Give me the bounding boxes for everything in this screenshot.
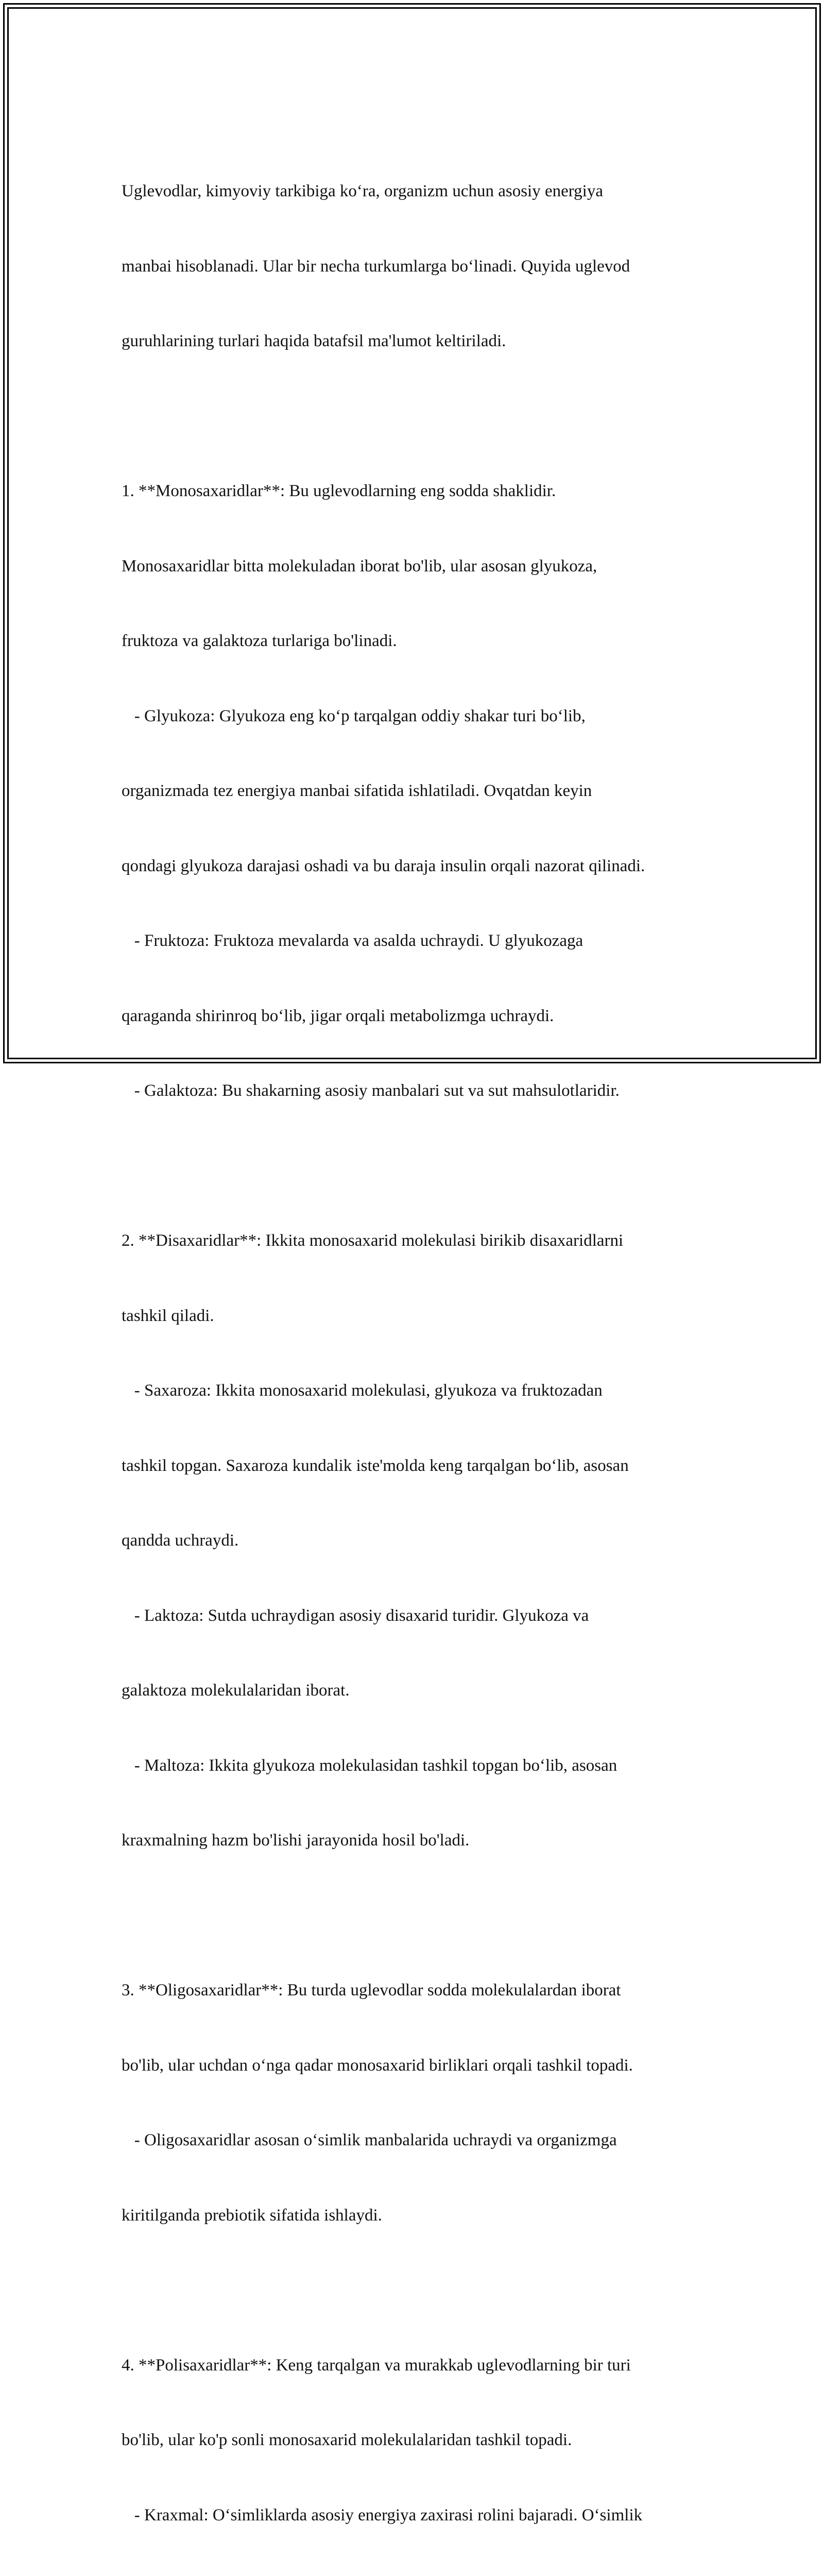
text-line: - Maltoza: Ikkita glyukoza molekulasidan tashkil topgan bo‘lib, asosan [122, 1753, 719, 1778]
paragraph-disaxaridlar [122, 1178, 719, 1903]
text-line: - Kraxmal: O‘simliklarda asosiy energiya zaxirasi rolini bajaradi. O‘simlik [122, 2503, 719, 2528]
text-line: tashkil qiladi. [122, 1303, 719, 1329]
text-line: - Laktoza: Sutda uchraydigan asosiy disaxarid turidir. Glyukoza va [122, 1603, 719, 1629]
text-line: - Fruktoza: Fruktoza mevalarda va asalda uchraydi. U glyukozaga [122, 928, 719, 954]
text-line: kiritilganda prebiotik sifatida ishlaydi. [122, 2203, 719, 2228]
text-line: - Galaktoza: Bu shakarning asosiy manbalari sut va sut mahsulotlaridir. [122, 1078, 719, 1104]
paragraph-oligosaxaridlar [122, 1928, 719, 2278]
text-line: 2. **Disaxaridlar**: Ikkita monosaxarid molekulasi birikib disaxaridlarni [122, 1228, 719, 1253]
paragraph-polisaxaridlar [122, 2303, 719, 2576]
text-line: Uglevodlar, kimyoviy tarkibiga ko‘ra, organizm uchun asosiy energiya [122, 179, 719, 204]
text-line: qondagi glyukoza darajasi oshadi va bu daraja insulin orqali nazorat qilinadi. [122, 854, 719, 879]
text-line: qaraganda shirinroq bo‘lib, jigar orqali metabolizmga uchraydi. [122, 1004, 719, 1029]
text-line: Monosaxaridlar bitta molekuladan iborat bo'lib, ular asosan glyukoza, [122, 554, 719, 579]
text-line: 1. **Monosaxaridlar**: Bu uglevodlarning eng sodda shaklidir. [122, 479, 719, 504]
text-line: 3. **Oligosaxaridlar**: Bu turda uglevodlar sodda molekulalardan iborat [122, 1978, 719, 2003]
text-line: 4. **Polisaxaridlar**: Keng tarqalgan va murakkab uglevodlarning bir turi [122, 2353, 719, 2378]
text-line: bo'lib, ular uchdan o‘nga qadar monosaxarid birliklari orqali tashkil topadi. [122, 2053, 719, 2078]
text-line: fruktoza va galaktoza turlariga bo'linadi. [122, 629, 719, 654]
text-line: galaktoza molekulalaridan iborat. [122, 1678, 719, 1703]
text-line: organizmada tez energiya manbai sifatida ishlatiladi. Ovqatdan keyin [122, 778, 719, 804]
text-line: qandda uchraydi. [122, 1528, 719, 1553]
text-line: bo'lib, ular ko'p sonli monosaxarid molekulalaridan tashkil topadi. [122, 2428, 719, 2453]
text-line: guruhlarining turlari haqida batafsil ma'lumot keltiriladi. [122, 329, 719, 354]
document-body [122, 129, 719, 2576]
text-line: tashkil topgan. Saxaroza kundalik iste'molda keng tarqalgan bo‘lib, asosan [122, 1453, 719, 1479]
text-line: kraxmalning hazm bo'lishi jarayonida hosil bo'ladi. [122, 1828, 719, 1853]
text-line: - Glyukoza: Glyukoza eng ko‘p tarqalgan oddiy shakar turi bo‘lib, [122, 704, 719, 729]
text-line: manbai hisoblanadi. Ular bir necha turkumlarga bo‘linadi. Quyida uglevod [122, 254, 719, 279]
text-line: - Oligosaxaridlar asosan o‘simlik manbalarida uchraydi va organizmga [122, 2128, 719, 2153]
paragraph-monosaxaridlar [122, 429, 719, 1154]
text-line: - Saxaroza: Ikkita monosaxarid molekulasi, glyukoza va fruktozadan [122, 1378, 719, 1403]
paragraph-intro [122, 129, 719, 404]
